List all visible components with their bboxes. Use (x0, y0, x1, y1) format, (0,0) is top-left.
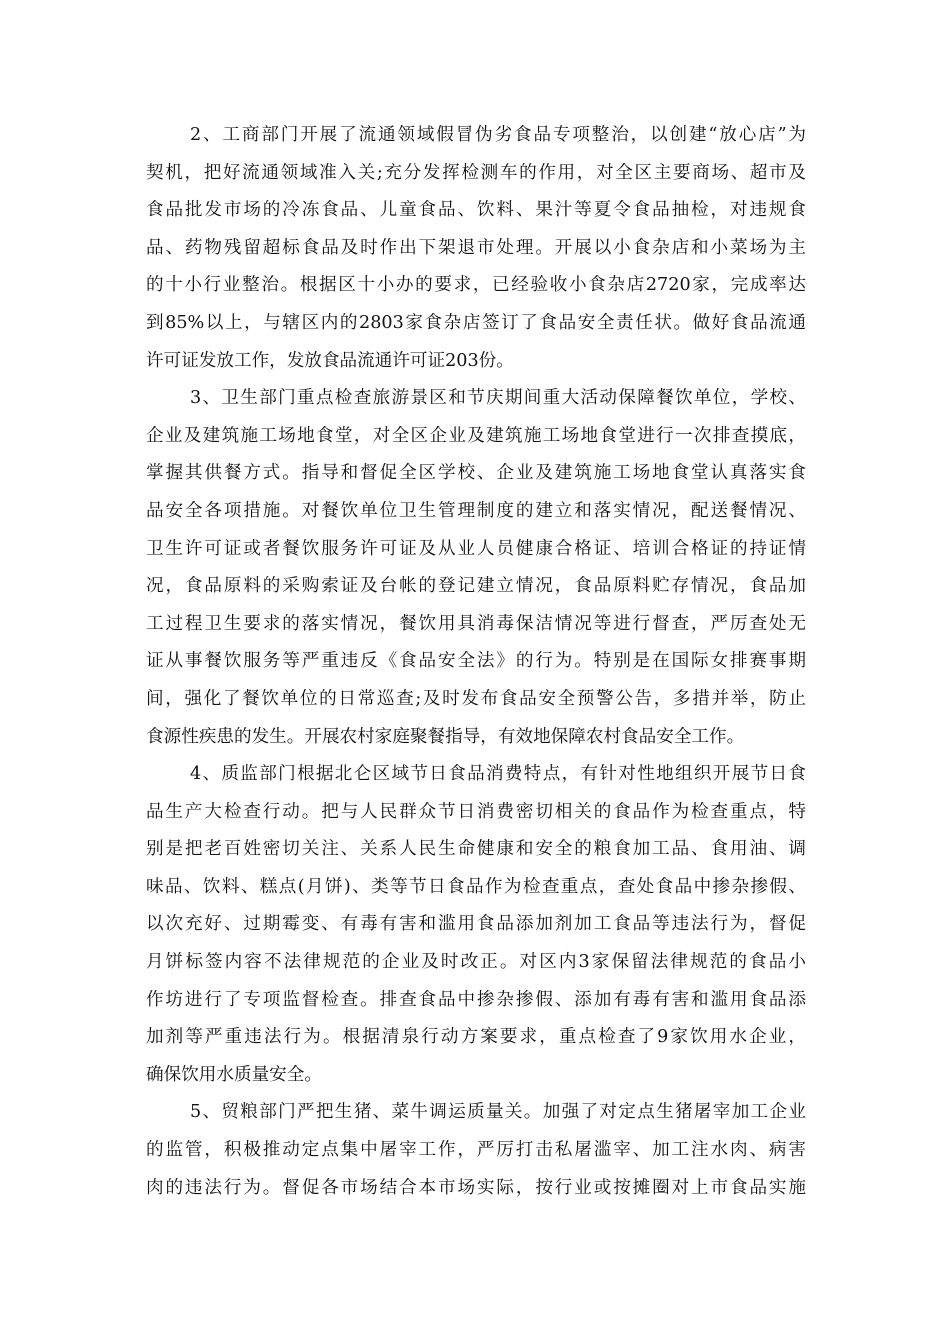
text-line: 3、卫生部门重点检查旅游景区和节庆期间重大活动保障餐饮单位，学校、 (190, 388, 806, 409)
text-line: 品生产大检查行动。把与人民群众节日消费密切相关的食品作为检查重点，特 (146, 801, 806, 822)
text-line: 品安全各项措施。对餐饮单位卫生管理制度的建立和落实情况，配送餐情况、 (146, 500, 806, 521)
text-line: 作坊进行了专项监督检查。排查食品中掺杂掺假、添加有毒有害和滥用食品添 (146, 989, 806, 1010)
text-line: 掌握其供餐方式。指导和督促全区学校、企业及建筑施工场地食堂认真落实食 (146, 463, 806, 484)
paragraph-4-zhijian (146, 756, 806, 1094)
text-line: 工过程卫生要求的落实情况，餐饮用具消毒保洁情况等进行督查，严厉查处无 (146, 613, 806, 634)
paragraph-3-weisheng (146, 380, 806, 756)
paragraph-5-maoliang (146, 1094, 806, 1207)
text-line: 2、工商部门开展了流通领域假冒伪劣食品专项整治，以创建“放心店”为 (190, 125, 806, 145)
text-line: 到85%以上，与辖区内的2803家食杂店签订了食品安全责任状。做好食品流通 (146, 312, 806, 333)
text-line: 味品、饮料、糕点(月饼)、类等节日食品作为检查重点，查处食品中掺杂掺假、 (146, 876, 806, 897)
text-line: 证从事餐饮服务等严重违反《食品安全法》的行为。特别是在国际女排赛事期 (146, 651, 806, 672)
text-line: 的监管，积极推动定点集中屠宰工作，严厉打击私屠滥宰、加工注水肉、病害 (146, 1140, 806, 1161)
text-line: 加剂等严重违法行为。根据清泉行动方案要求，重点检查了9家饮用水企业， (146, 1027, 806, 1048)
text-line: 别是把老百姓密切关注、关系人民生命健康和安全的粮食加工品、食用油、调 (146, 839, 806, 860)
text-line: 的十小行业整治。根据区十小办的要求，已经验收小食杂店2720家，完成率达 (146, 275, 806, 296)
text-line: 食源性疾患的发生。开展农村家庭聚餐指导，有效地保障农村食品安全工作。 (146, 726, 745, 747)
text-line: 况，食品原料的采购索证及台帐的登记建立情况，食品原料贮存情况，食品加 (146, 576, 806, 597)
text-line: 肉的违法行为。督促各市场结合本市场实际，按行业或按摊圈对上市食品实施 (146, 1177, 806, 1198)
text-line: 契机，把好流通领域准入关;充分发挥检测车的作用，对全区主要商场、超市及 (146, 162, 806, 183)
text-line: 月饼标签内容不法律规范的企业及时改正。对区内3家保留法律规范的食品小 (146, 952, 806, 973)
text-line: 4、质监部门根据北仑区域节日食品消费特点，有针对性地组织开展节日食 (190, 764, 806, 785)
text-line: 食品批发市场的冷冻食品、儿童食品、饮料、果汁等夏令食品抽检，对违规食 (146, 200, 806, 221)
document-body (146, 117, 806, 1207)
text-line: 5、贸粮部门严把生猪、菜牛调运质量关。加强了对定点生猪屠宰加工企业 (190, 1102, 806, 1123)
text-line: 卫生许可证或者餐饮服务许可证及从业人员健康合格证、培训合格证的持证情 (146, 538, 806, 559)
text-line: 确保饮用水质量安全。 (146, 1064, 322, 1085)
text-line: 间，强化了餐饮单位的日常巡查;及时发布食品安全预警公告，多措并举，防止 (146, 688, 806, 709)
text-line: 许可证发放工作，发放食品流通许可证203份。 (146, 350, 514, 371)
text-line: 企业及建筑施工场地食堂，对全区企业及建筑施工场地食堂进行一次排查摸底， (146, 425, 806, 446)
text-line: 以次充好、过期霉变、有毒有害和滥用食品添加剂加工食品等违法行为，督促 (146, 914, 806, 935)
paragraph-2-gongshang (146, 117, 806, 380)
text-line: 品、药物残留超标食品及时作出下架退市处理。开展以小食杂店和小菜场为主 (146, 237, 806, 258)
